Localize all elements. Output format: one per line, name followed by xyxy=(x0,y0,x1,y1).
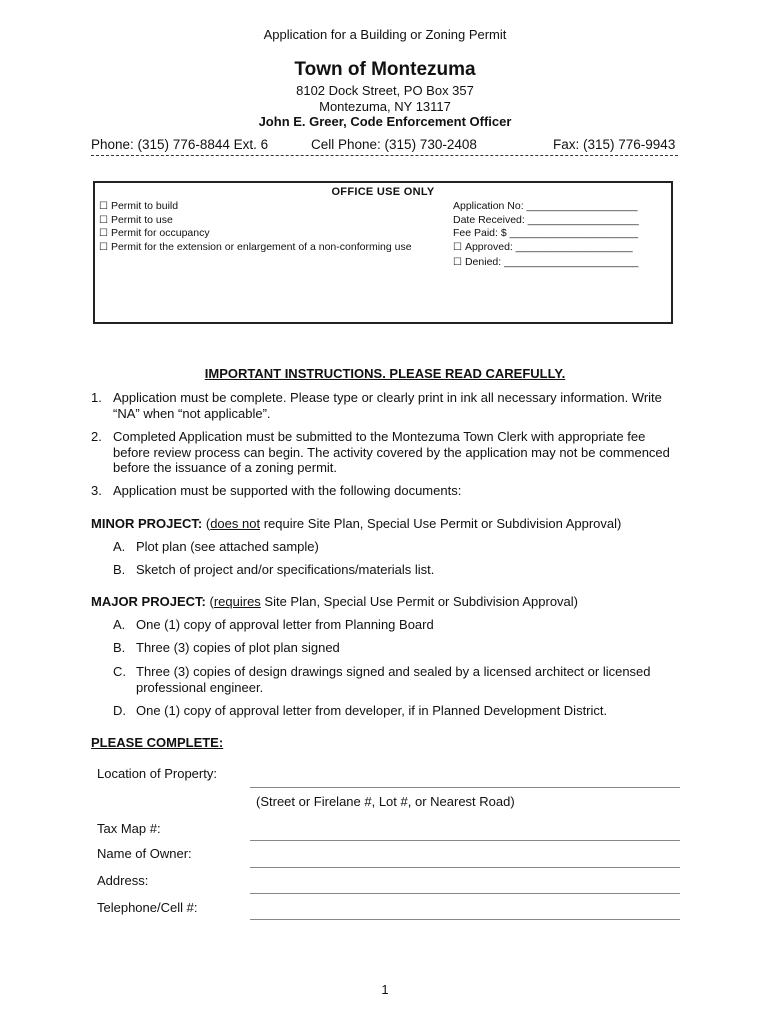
option-label: Permit to use xyxy=(110,214,173,226)
fax-number: Fax: (315) 776-9943 xyxy=(553,137,676,152)
minor-project-item xyxy=(113,562,673,578)
item-number: 1. xyxy=(91,390,102,405)
item-letter: B. xyxy=(113,640,126,655)
item-letter: D. xyxy=(113,703,126,718)
item-text: Plot plan (see attached sample) xyxy=(136,539,319,554)
major-project-desc: Site Plan, Special Use Permit or Subdivision Approval) xyxy=(260,594,579,609)
permit-extension-option xyxy=(99,241,412,253)
item-letter: B. xyxy=(113,562,126,577)
page-number: 1 xyxy=(381,982,389,997)
item-letter: A. xyxy=(113,539,126,554)
item-letter: A. xyxy=(113,617,126,632)
item-text: Application must be supported with the following documents: xyxy=(113,483,462,498)
item-text: Completed Application must be submitted to the Montezuma Town Clerk with appropriate fee before review process can begin. The activity covered by the application may not be commenced before the issuance of a zoning permit. xyxy=(113,429,670,475)
address-field[interactable] xyxy=(250,893,680,894)
owner-name-field[interactable] xyxy=(250,867,680,868)
permit-to-use-option xyxy=(99,214,173,226)
fee-paid-field: Fee Paid: $ ______________________ xyxy=(453,227,639,239)
option-label: Permit for occupancy xyxy=(110,227,210,239)
major-project-item xyxy=(113,703,673,719)
item-text: Three (3) copies of design drawings signed and sealed by a licensed architect or licensed professional engineer. xyxy=(136,664,651,695)
item-number: 3. xyxy=(91,483,102,498)
item-text: One (1) copy of approval letter from developer, if in Planned Development District. xyxy=(136,703,608,718)
telephone-field[interactable] xyxy=(250,919,680,920)
office-use-title: OFFICE USE ONLY xyxy=(331,186,435,198)
checkbox-icon[interactable]: ☐ xyxy=(453,242,462,253)
paren: ( xyxy=(209,594,214,609)
item-text: Sketch of project and/or specifications/materials list. xyxy=(136,562,435,577)
address-line-1: 8102 Dock Street, PO Box 357 xyxy=(296,83,474,98)
date-received-field: Date Received: ___________________ xyxy=(453,214,639,226)
major-project-label: MAJOR PROJECT: xyxy=(91,594,206,609)
item-text: One (1) copy of approval letter from Planning Board xyxy=(136,617,434,632)
minor-project-desc: require Site Plan, Special Use Permit or Subdivision Approval) xyxy=(260,516,622,531)
paren: ( xyxy=(205,516,211,531)
dashed-divider xyxy=(91,155,678,156)
tax-map-field[interactable] xyxy=(250,840,680,841)
option-label: Permit for the extension or enlargement of a non-conforming use xyxy=(110,241,412,253)
instruction-item xyxy=(91,483,681,499)
location-hint: (Street or Firelane #, Lot #, or Nearest Road) xyxy=(256,794,515,809)
option-label: Permit to build xyxy=(110,200,179,212)
town-name: Town of Montezuma xyxy=(294,59,476,80)
instructions-heading: IMPORTANT INSTRUCTIONS. PLEASE READ CAREFULLY. xyxy=(204,366,566,381)
address-line-2: Montezuma, NY 13117 xyxy=(319,99,451,114)
phone-number: Phone: (315) 776-8844 Ext. 6 xyxy=(91,137,269,152)
minor-project-label: MINOR PROJECT: xyxy=(91,516,203,531)
denied-field xyxy=(453,256,638,268)
approved-field xyxy=(453,241,633,253)
please-complete-heading: PLEASE COMPLETE: xyxy=(91,735,224,750)
item-text: Application must be complete. Please type or clearly print in ink all necessary information. Write “NA” when “not applicable”. xyxy=(113,390,662,421)
owner-name-label: Name of Owner: xyxy=(97,846,192,861)
telephone-label: Telephone/Cell #: xyxy=(97,900,198,915)
tax-map-label: Tax Map #: xyxy=(97,821,161,836)
cell-phone-number: Cell Phone: (315) 730-2408 xyxy=(311,137,477,152)
major-project-item xyxy=(113,617,673,633)
minor-project-item xyxy=(113,539,673,555)
checkbox-icon[interactable]: ☐ xyxy=(99,215,108,226)
location-field[interactable] xyxy=(250,787,680,788)
instruction-item xyxy=(91,390,681,421)
checkbox-icon[interactable]: ☐ xyxy=(99,228,108,239)
document-title: Application for a Building or Zoning Permit xyxy=(263,27,507,42)
application-no-field: Application No: ___________________ xyxy=(453,200,638,212)
address-label: Address: xyxy=(97,873,149,888)
permit-for-occupancy-option xyxy=(99,227,210,239)
approved-label: Approved: ____________________ xyxy=(464,241,633,253)
checkbox-icon[interactable]: ☐ xyxy=(99,242,108,253)
checkbox-icon[interactable]: ☐ xyxy=(99,201,108,212)
major-project-line xyxy=(91,594,578,609)
item-text: Three (3) copies of plot plan signed xyxy=(136,640,340,655)
major-project-emphasis: requires xyxy=(213,594,261,609)
minor-project-line xyxy=(91,516,621,531)
major-project-item xyxy=(113,664,673,695)
instruction-item xyxy=(91,429,681,476)
checkbox-icon[interactable]: ☐ xyxy=(453,257,462,268)
minor-project-emphasis: does not xyxy=(210,516,261,531)
item-number: 2. xyxy=(91,429,102,444)
code-officer: John E. Greer, Code Enforcement Officer xyxy=(258,114,512,129)
permit-to-build-option xyxy=(99,200,178,212)
location-label: Location of Property: xyxy=(97,766,217,781)
major-project-item xyxy=(113,640,673,656)
denied-label: Denied: _______________________ xyxy=(464,256,639,268)
item-letter: C. xyxy=(113,664,126,679)
